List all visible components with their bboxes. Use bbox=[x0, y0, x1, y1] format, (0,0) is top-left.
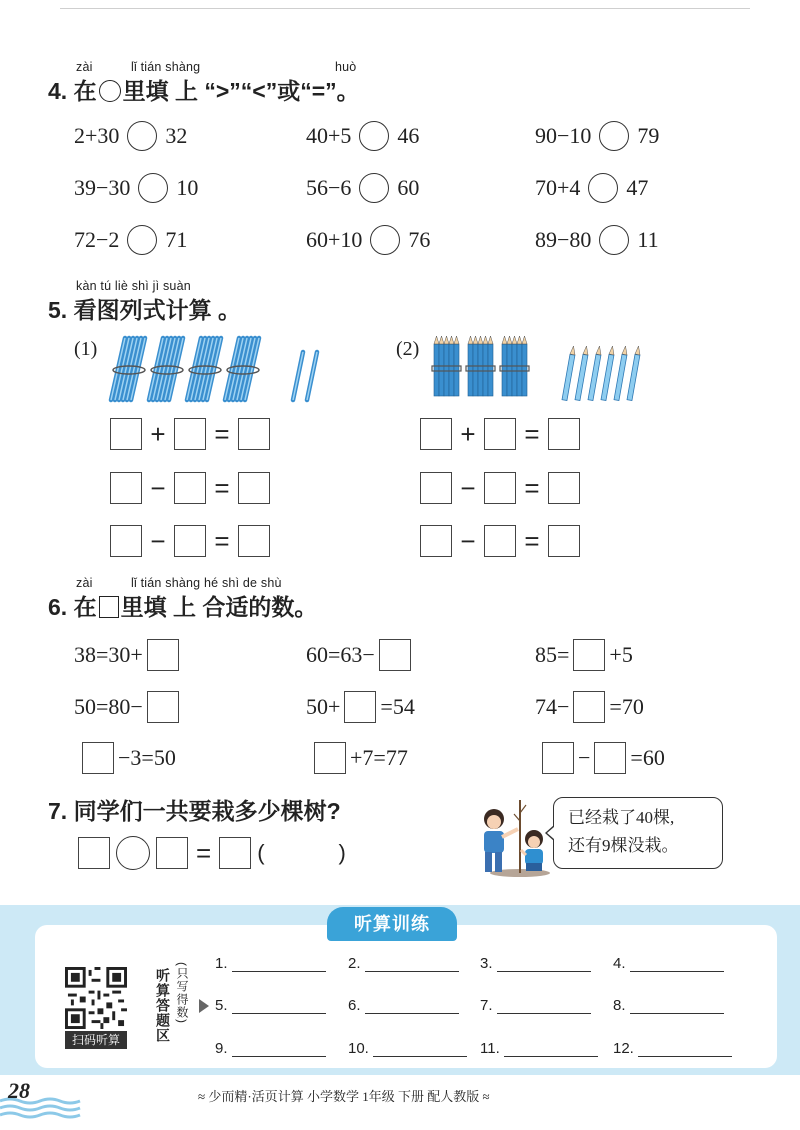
circle-symbol-icon bbox=[99, 80, 121, 102]
listening-answer-blank[interactable] bbox=[497, 997, 591, 1014]
q5-part2-row1 bbox=[420, 418, 580, 450]
answer-box[interactable] bbox=[542, 742, 574, 774]
loose-pencil-icon bbox=[588, 346, 601, 401]
compare-circle[interactable] bbox=[127, 225, 157, 255]
listening-item-number: 3. bbox=[480, 955, 493, 972]
answer-box[interactable] bbox=[174, 472, 206, 504]
answer-box[interactable] bbox=[174, 418, 206, 450]
q4-right-value: 79 bbox=[637, 123, 660, 148]
listening-item-number: 10. bbox=[348, 1040, 369, 1057]
answer-box[interactable] bbox=[147, 639, 179, 671]
equals-sign: = bbox=[214, 472, 230, 503]
equals-sign: = bbox=[524, 418, 540, 449]
q6-r2-b-text2: =54 bbox=[380, 694, 415, 719]
minus-sign: − bbox=[150, 472, 166, 503]
equals-sign: = bbox=[524, 472, 540, 503]
q6-title-part1: 在 bbox=[73, 594, 97, 620]
q6-r2-a-text: 50=80− bbox=[74, 694, 143, 719]
loose-pencil-icon bbox=[627, 346, 640, 401]
answer-box[interactable] bbox=[548, 525, 580, 557]
stick-bundle-icon bbox=[111, 338, 145, 400]
q4-item bbox=[306, 223, 430, 257]
answer-box[interactable] bbox=[238, 418, 270, 450]
q4-right-value: 32 bbox=[165, 123, 188, 148]
q6-title bbox=[48, 592, 317, 622]
listening-answer-note: (只写得数) bbox=[175, 962, 189, 1024]
q5-title: 5. 看图列式计算 。 bbox=[48, 297, 241, 323]
listening-answer-item bbox=[348, 955, 459, 972]
q6-number: 6. bbox=[48, 594, 68, 620]
q6-r1-c-text1: 85= bbox=[535, 642, 570, 667]
plus-sign: + bbox=[460, 418, 476, 449]
answer-box[interactable] bbox=[548, 418, 580, 450]
compare-circle[interactable] bbox=[127, 121, 157, 151]
listening-answer-item bbox=[480, 955, 591, 972]
answer-box[interactable] bbox=[110, 472, 142, 504]
q4-right-value: 10 bbox=[176, 175, 199, 200]
q4-item bbox=[74, 223, 187, 257]
qr-code-icon[interactable] bbox=[65, 967, 127, 1029]
q4-left-expression: 70+4 bbox=[535, 175, 581, 200]
compare-circle[interactable] bbox=[138, 173, 168, 203]
top-rule bbox=[60, 8, 750, 9]
stick-bundle-icon bbox=[225, 338, 259, 400]
listening-answer-blank[interactable] bbox=[638, 1040, 732, 1057]
equals-sign: = bbox=[196, 838, 212, 868]
loose-pencil-icon bbox=[601, 346, 614, 401]
listening-item-number: 5. bbox=[215, 997, 228, 1014]
answer-box[interactable] bbox=[219, 837, 251, 869]
listening-answer-blank[interactable] bbox=[504, 1040, 598, 1057]
answer-box[interactable] bbox=[594, 742, 626, 774]
q6-r1-c bbox=[535, 638, 633, 672]
answer-box[interactable] bbox=[420, 418, 452, 450]
speech-bubble bbox=[553, 797, 723, 869]
q4-pinyin-zai: zài bbox=[76, 60, 93, 74]
q6-pinyin-rest: lǐ tián shàng hé shì de shù bbox=[131, 576, 282, 590]
speech-line-1: 已经栽了40棵, bbox=[568, 808, 675, 827]
q6-r1-c-text2: +5 bbox=[609, 642, 633, 667]
listening-answer-blank[interactable] bbox=[373, 1040, 467, 1057]
answer-box[interactable] bbox=[174, 525, 206, 557]
listening-answer-blank[interactable] bbox=[497, 955, 591, 972]
q5-part1-label: (1) bbox=[74, 338, 98, 360]
listening-answer-blank[interactable] bbox=[365, 997, 459, 1014]
q4-left-expression: 60+10 bbox=[306, 227, 363, 252]
q5-part2-label: (2) bbox=[396, 338, 420, 360]
q6-r2-c bbox=[535, 690, 644, 724]
q4-right-value: 11 bbox=[637, 227, 659, 252]
speech-line-2: 还有9棵没栽。 bbox=[568, 836, 679, 855]
answer-box[interactable] bbox=[314, 742, 346, 774]
answer-box[interactable] bbox=[78, 837, 110, 869]
q4-item bbox=[535, 119, 659, 153]
stick-bundle-icon bbox=[187, 338, 221, 400]
listening-item-number: 8. bbox=[613, 997, 626, 1014]
q4-left-expression: 90−10 bbox=[535, 123, 592, 148]
footer-book-info: ≈ 少而精·活页计算 小学数学 1年级 下册 配人教版 ≈ bbox=[198, 1089, 490, 1104]
loose-pencil-icon bbox=[614, 346, 627, 401]
listening-answer-blank[interactable] bbox=[630, 955, 724, 972]
pencil-bundle-icon bbox=[432, 336, 461, 396]
listening-answer-item bbox=[348, 997, 459, 1014]
plus-sign: + bbox=[150, 418, 166, 449]
q6-r3-c bbox=[538, 741, 665, 775]
q5-part2-row2 bbox=[420, 472, 580, 504]
listening-item-number: 4. bbox=[613, 955, 626, 972]
answer-box[interactable] bbox=[484, 525, 516, 557]
compare-circle[interactable] bbox=[588, 173, 618, 203]
answer-box[interactable] bbox=[110, 418, 142, 450]
q4-item bbox=[306, 171, 419, 205]
listening-banner: 听算训练 bbox=[327, 907, 457, 941]
listening-answer-blank[interactable] bbox=[365, 955, 459, 972]
q4-item bbox=[74, 119, 187, 153]
listening-answer-item bbox=[613, 1040, 732, 1057]
q6-r1-a-text: 38=30+ bbox=[74, 642, 143, 667]
q4-pinyin-huo: huò bbox=[335, 60, 357, 74]
speech-bubble-tail-fill bbox=[547, 827, 554, 839]
q6-title-part2: 里填 上 合适的数。 bbox=[120, 594, 318, 620]
listening-answer-item bbox=[215, 997, 326, 1014]
compare-circle[interactable] bbox=[359, 121, 389, 151]
q4-right-value: 46 bbox=[397, 123, 420, 148]
q5-pinyin: kàn tú liè shì jì suàn bbox=[76, 279, 191, 293]
arrow-right-icon bbox=[198, 998, 210, 1014]
listening-item-number: 12. bbox=[613, 1040, 634, 1057]
listening-answer-item bbox=[480, 1040, 598, 1057]
q6-r3-c-text1: − bbox=[578, 745, 591, 770]
q5-part1-row2 bbox=[110, 472, 270, 504]
q4-left-expression: 56−6 bbox=[306, 175, 352, 200]
q4-item bbox=[306, 119, 419, 153]
q4-left-expression: 40+5 bbox=[306, 123, 352, 148]
pencil-bundle-icon bbox=[466, 336, 495, 396]
answer-box[interactable] bbox=[573, 691, 605, 723]
q6-r1-b bbox=[306, 638, 415, 672]
box-symbol-icon bbox=[99, 596, 119, 618]
q7-equation bbox=[78, 836, 346, 870]
q6-pinyin-zai: zài bbox=[76, 576, 93, 590]
listening-answer-item bbox=[348, 1040, 467, 1057]
stick-bundle-icon bbox=[149, 338, 183, 400]
q4-pinyin-li-tian-shang: lǐ tián shàng bbox=[131, 60, 201, 74]
minus-sign: − bbox=[460, 525, 476, 556]
q5-part1-row1 bbox=[110, 418, 270, 450]
q6-r1-b-text: 60=63− bbox=[306, 642, 375, 667]
listening-item-number: 6. bbox=[348, 997, 361, 1014]
q6-r3-b-text: +7=77 bbox=[350, 745, 408, 770]
q4-title bbox=[48, 76, 360, 106]
answer-box[interactable] bbox=[110, 525, 142, 557]
unit-paren-right: ) bbox=[338, 840, 346, 865]
q4-item bbox=[535, 171, 648, 205]
listening-answer-blank[interactable] bbox=[630, 997, 724, 1014]
q4-number: 4. bbox=[48, 78, 68, 104]
q4-title-part2: 里填 上 “>”“<”或“=”。 bbox=[122, 78, 360, 104]
equals-sign: = bbox=[524, 525, 540, 556]
q6-r3-c-text2: =60 bbox=[630, 745, 665, 770]
listening-answer-blank[interactable] bbox=[232, 997, 326, 1014]
q5-part1-sticks-illustration bbox=[105, 330, 345, 408]
minus-sign: − bbox=[460, 472, 476, 503]
q4-left-expression: 89−80 bbox=[535, 227, 592, 252]
q6-r2-c-text1: 74− bbox=[535, 694, 570, 719]
q5-part1-row3 bbox=[110, 525, 270, 557]
listening-answer-item bbox=[215, 1040, 326, 1057]
unit-paren-left: ( bbox=[257, 840, 265, 865]
listening-answer-blank[interactable] bbox=[232, 955, 326, 972]
compare-circle[interactable] bbox=[599, 225, 629, 255]
q4-left-expression: 2+30 bbox=[74, 123, 120, 148]
q6-r3-b bbox=[310, 741, 408, 775]
q4-left-expression: 39−30 bbox=[74, 175, 131, 200]
listening-answer-item bbox=[215, 955, 326, 972]
answer-box[interactable] bbox=[484, 472, 516, 504]
q6-r2-a bbox=[74, 690, 183, 724]
answer-box[interactable] bbox=[379, 639, 411, 671]
compare-circle[interactable] bbox=[359, 173, 389, 203]
q4-left-expression: 72−2 bbox=[74, 227, 120, 252]
minus-sign: − bbox=[150, 525, 166, 556]
loose-pencil-icon bbox=[562, 346, 575, 401]
listening-answer-item bbox=[480, 997, 591, 1014]
loose-pencil-icon bbox=[575, 346, 588, 401]
children-planting-tree-illustration bbox=[470, 795, 550, 880]
answer-box[interactable] bbox=[420, 472, 452, 504]
q4-right-value: 71 bbox=[165, 227, 188, 252]
q5-part2-pencils-illustration bbox=[428, 330, 658, 408]
q6-r2-b-text1: 50+ bbox=[306, 694, 341, 719]
q4-right-value: 76 bbox=[408, 227, 431, 252]
q4-item bbox=[74, 171, 198, 205]
answer-box[interactable] bbox=[238, 525, 270, 557]
answer-box[interactable] bbox=[82, 742, 114, 774]
listening-item-number: 11. bbox=[480, 1040, 500, 1057]
q6-r2-b bbox=[306, 690, 415, 724]
equals-sign: = bbox=[214, 525, 230, 556]
answer-box[interactable] bbox=[147, 691, 179, 723]
answer-box[interactable] bbox=[238, 472, 270, 504]
listening-item-number: 1. bbox=[215, 955, 228, 972]
q6-r3-a bbox=[78, 741, 176, 775]
listening-answer-item bbox=[613, 997, 724, 1014]
listening-item-number: 9. bbox=[215, 1040, 228, 1057]
q6-r2-c-text2: =70 bbox=[609, 694, 644, 719]
listening-answer-blank[interactable] bbox=[232, 1040, 326, 1057]
listening-answer-area-label: 听算答题区 bbox=[155, 968, 171, 1043]
q4-right-value: 47 bbox=[626, 175, 649, 200]
page-number: 28 bbox=[8, 1078, 30, 1103]
q6-r1-a bbox=[74, 638, 183, 672]
pencil-bundle-icon bbox=[500, 336, 529, 396]
answer-box[interactable] bbox=[484, 418, 516, 450]
listening-item-number: 2. bbox=[348, 955, 361, 972]
answer-box[interactable] bbox=[548, 472, 580, 504]
q4-title-part1: 在 bbox=[73, 78, 97, 104]
qr-label: 扫码听算 bbox=[65, 1031, 127, 1049]
q6-r3-a-text: −3=50 bbox=[118, 745, 176, 770]
equals-sign: = bbox=[214, 418, 230, 449]
q7-title: 7. 同学们一共要栽多少棵树? bbox=[48, 798, 341, 824]
q5-part2-row3 bbox=[420, 525, 580, 557]
answer-box[interactable] bbox=[156, 837, 188, 869]
answer-box[interactable] bbox=[573, 639, 605, 671]
compare-circle[interactable] bbox=[370, 225, 400, 255]
listening-item-number: 7. bbox=[480, 997, 493, 1014]
q4-right-value: 60 bbox=[397, 175, 420, 200]
answer-box[interactable] bbox=[420, 525, 452, 557]
answer-box[interactable] bbox=[344, 691, 376, 723]
q4-item bbox=[535, 223, 659, 257]
listening-answer-item bbox=[613, 955, 724, 972]
answer-circle[interactable] bbox=[116, 836, 150, 870]
compare-circle[interactable] bbox=[599, 121, 629, 151]
